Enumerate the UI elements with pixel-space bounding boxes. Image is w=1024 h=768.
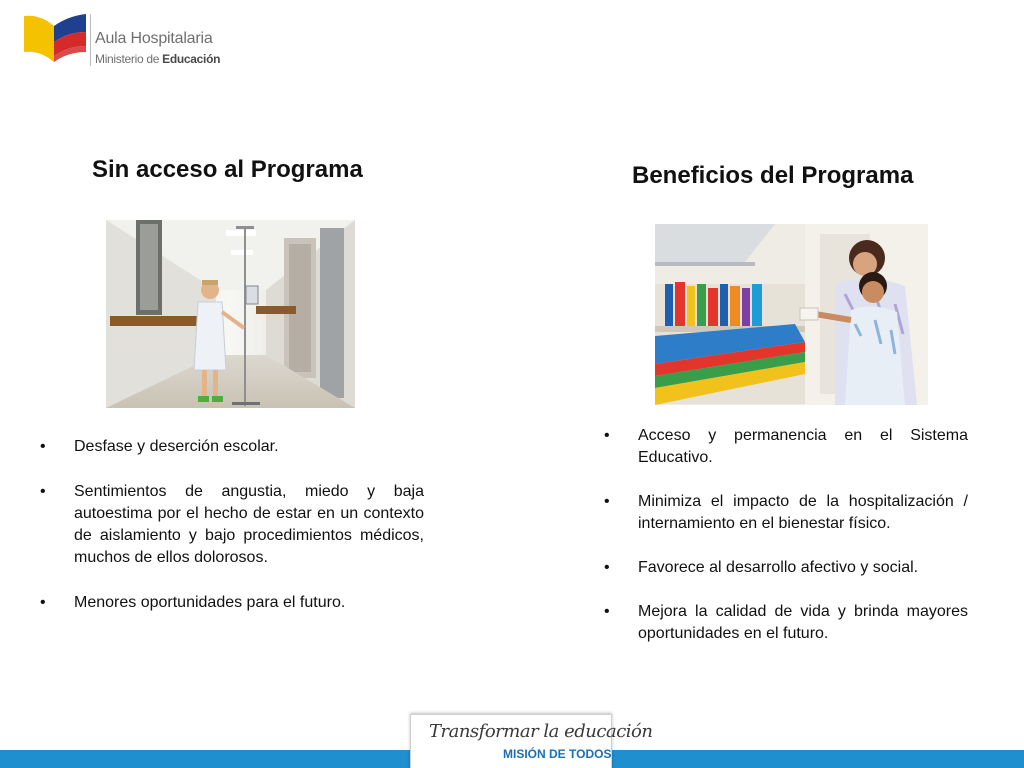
list-item: • Minimiza el impacto de la hospitalización / internamiento en el bienestar físico.	[604, 493, 968, 532]
list-item: • Mejora la calidad de vida y brinda mayores oportunidades en el futuro.	[604, 603, 968, 642]
logo-subtitle: Ministerio de Educación	[95, 52, 221, 66]
list-item: • Acceso y permanencia en el Sistema Educativo.	[604, 427, 968, 466]
flag-book-icon	[22, 12, 90, 66]
list-item: • Menores oportunidades para el futuro.	[40, 594, 346, 611]
right-bullet-list	[604, 425, 968, 667]
child-with-books-photo	[655, 224, 928, 405]
left-column-title: Sin acceso al Programa	[92, 156, 363, 183]
logo-divider	[90, 14, 91, 66]
left-bullet-list	[40, 436, 424, 637]
list-item: • Favorece al desarrollo afectivo y social.	[604, 559, 919, 576]
right-column-title: Beneficios del Programa	[632, 162, 914, 189]
hospital-corridor-photo	[106, 220, 355, 408]
footer-slogan	[410, 714, 653, 768]
list-item: • Desfase y deserción escolar.	[40, 438, 279, 455]
ministry-logo	[22, 12, 262, 68]
logo-title: Aula Hospitalaria	[95, 30, 213, 47]
slogan-script: Transformar la educación	[429, 721, 653, 742]
slogan-mission: MISIÓN DE TODOS	[503, 747, 612, 761]
list-item: • Sentimientos de angustia, miedo y baja autoestima por el hecho de estar en un contexto de aislamiento y bajo procedimientos médicos, muchos de ellos dolorosos.	[40, 483, 424, 566]
